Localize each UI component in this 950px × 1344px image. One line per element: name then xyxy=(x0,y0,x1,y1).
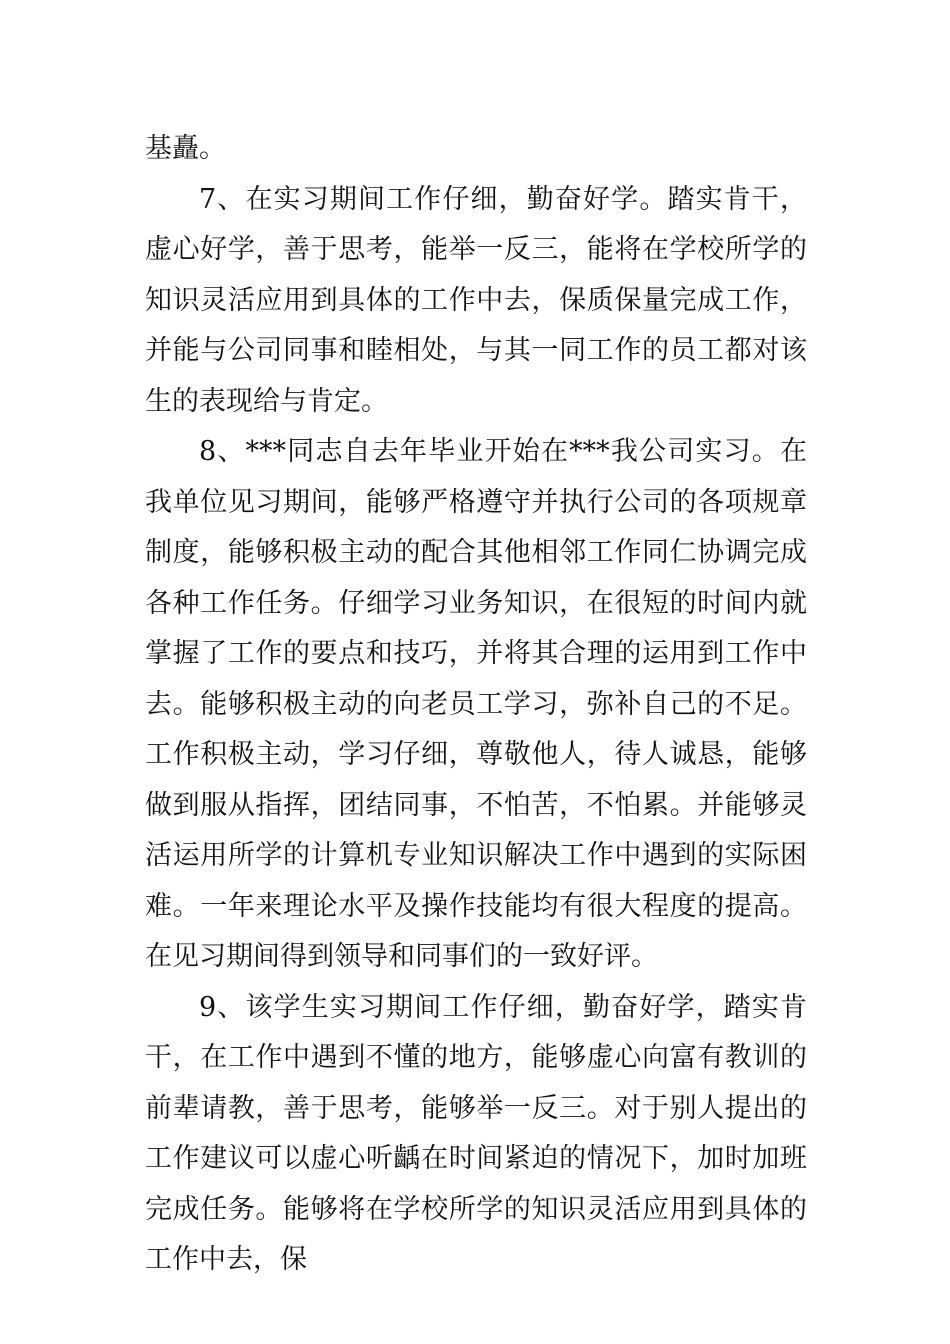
paragraph-item-9: 9、该学生实习期间工作仔细，勤奋好学，踏实肯干，在工作中遇到不懂的地方，能够虚心向富有教训的前辈请教，善于思考，能够举一反三。对于别人提出的工作建议可以虚心听齲在时间紧迫的情况下，加时加班完成任务。能够将在学校所学的知识灵活应用到具体的工作中去，保 xyxy=(145,991,807,1275)
document-body xyxy=(145,124,807,1286)
paragraph-item-7: 7、在实习期间工作仔细，勤奋好学。踏实肯干，虚心好学，善于思考，能举一反三，能将在学校所学的知识灵活应用到具体的工作中去，保质保量完成工作，并能与公司同事和睦相处，与其一同工作的员工都对该生的表现给与肯定。 xyxy=(145,183,807,417)
paragraph-continuation: 基矗。 xyxy=(145,133,226,164)
paragraph-item-8: 8、***同志自去年毕业开始在***我公司实习。在我单位见习期间，能够严格遵守并执行公司的各项规章制度，能够积极主动的配合其他相邻工作同仁协调完成各种工作任务。仔细学习业务知识，在很短的时间内就掌握了工作的要点和技巧，并将其合理的运用到工作中去。能够积极主动的向老员工学习，弥补自己的不足。工作积极主动，学习仔细，尊敬他人，待人诚恳，能够做到服从指挥，团结同事，不怕苦，不怕累。并能够灵活运用所学的计算机专业知识解决工作中遇到的实际困难。一年来理论水平及操作技能均有很大程度的提高。在见习期间得到领导和同事们的一致好评。 xyxy=(145,436,807,972)
